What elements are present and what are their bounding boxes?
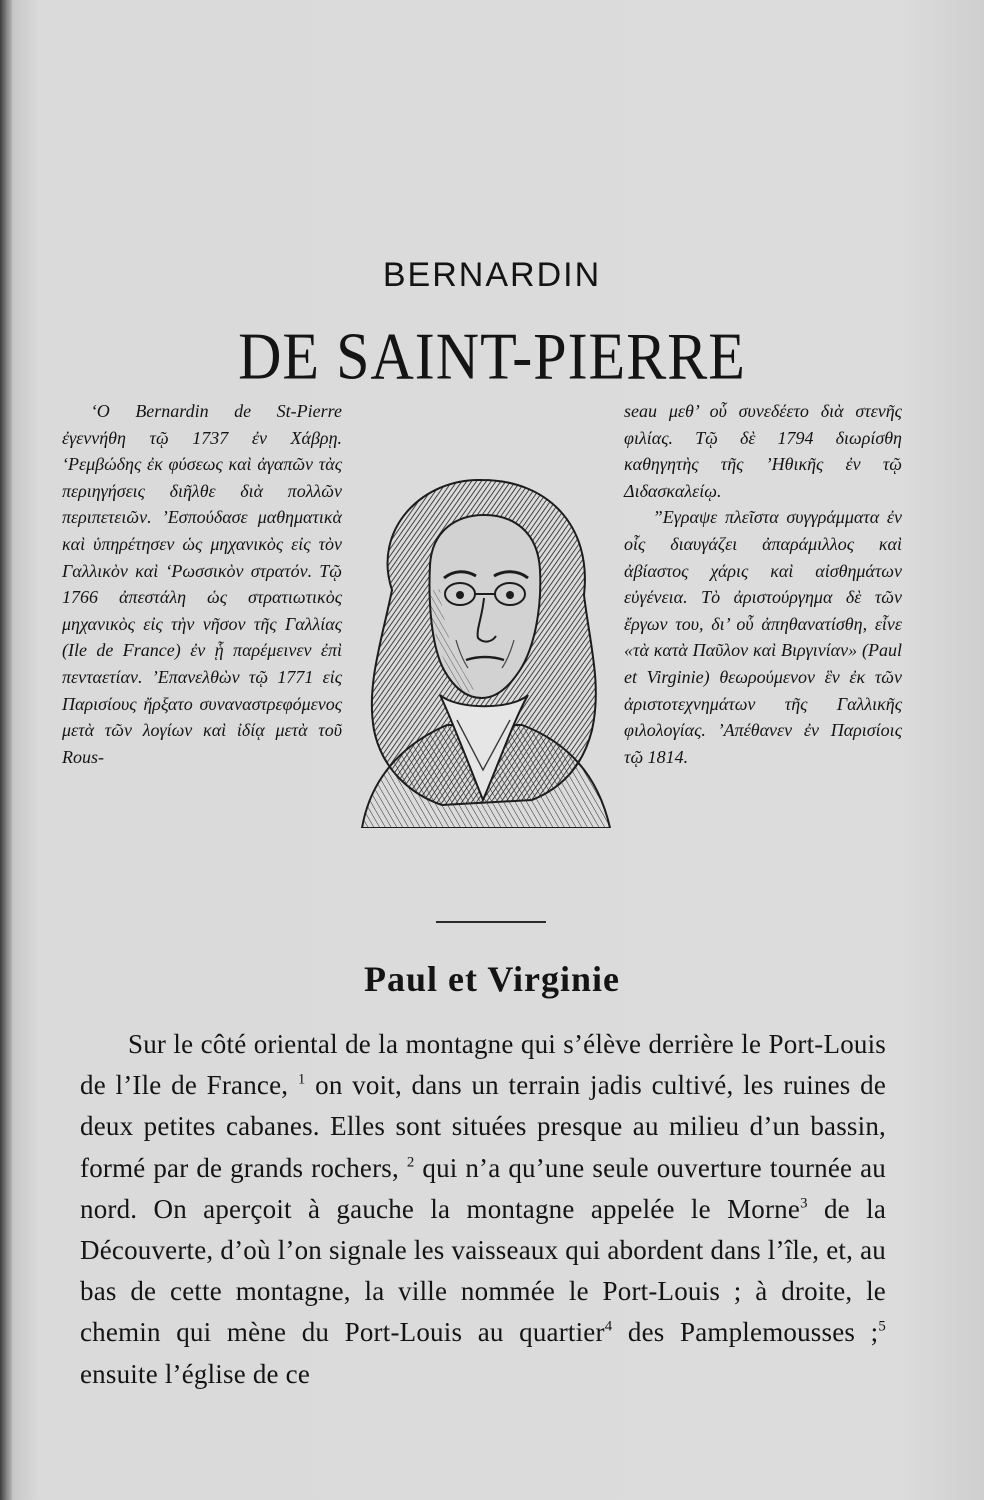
biography-paragraph: ”Εγραψε πλεῖστα συγγράμματα ἐν οἷς διαυγάζει ἀπαράμιλλος καὶ ἀβίαστος χάρις καὶ αἰσθημάτων εὐγένεια. Τὸ ἀριστούργημα δὲ τῶν ἔργων του, δι’ οὗ ἀπηθανατίσθη, εἶνε «τὰ κατὰ Παῦλον καὶ Βιργινίαν» (Paul et Virginie) θεωρούμενον ἓν ἐκ τῶν ἀριστοτεχνημάτων τῆς Γαλλικῆς φιλολογίας. ’Απέθανεν ἐν Παρισίοις τῷ 1814.	[624, 507, 902, 767]
footnote-marker: 1	[297, 1071, 306, 1088]
footnote-marker: 3	[800, 1195, 808, 1212]
footnote-marker: 2	[406, 1154, 415, 1171]
biography-paragraph: seau μεθ’ οὗ συνεδέετο διὰ στενῆς φιλίας. Τῷ δὲ 1794 διωρίσθη καθηγητὴς τῆς ’Ηθικῆς ἐν τῷ Διδασκαλείῳ.	[624, 401, 902, 501]
page-binding-edge	[0, 0, 12, 1500]
story-paragraph	[80, 1024, 886, 1395]
footnote-marker: 4	[604, 1319, 613, 1336]
story-text-run: qui n’a qu’une seule ouverture tournée au nord. On aperçoit à gauche la montagne appelée le Morne	[80, 1152, 887, 1224]
biography-paragraph: ‘O Bernardin de St-Pierre ἐγεννήθη τῷ 1737 ἐν Χάβρῃ. ‘Ρεμβώδης ἐκ φύσεως καὶ ἀγαπῶν τὰς περιηγήσεις διῆλθε διὰ πολλῶν περιπετειῶν. ’Εσπούδασε μαθηματικὰ καὶ ὑπηρέτησεν ὡς μηχανικὸς εἰς τὸν Γαλλικὸν καὶ ‘Ρωσσικὸν στρατόν. Τῷ 1766 ἀπεστάλη ὡς στρατιωτικὸς μηχανικὸς εἰς τὴν νῆσον τῆς Γαλλίας (Ile de France) ἐν ᾗ παρέμεινεν ἐπὶ πενταετίαν. ’Επανελθὼν τῷ 1771 εἰς Παρισίους ἤρξατο συναναστρεφόμενος μετὰ τῶν λογίων καὶ ἰδίᾳ μετὰ τοῦ Rous-	[62, 401, 342, 767]
author-portrait	[352, 470, 614, 828]
story-text-run: de la Découverte, d’où l’on signale les vaisseaux qui abordent dans l’île, et, au bas de cette montagne, la ville nommée le Port-Louis ; à droite, le chemin qui mène du Port-Louis au quartier	[80, 1193, 887, 1348]
section-heading: Paul et Virginie	[364, 959, 620, 999]
story-text-run: des Pamplemousses ;	[612, 1317, 879, 1348]
story-text	[80, 1024, 886, 1395]
author-first-name: BERNARDIN	[382, 256, 602, 294]
biography-left-column	[62, 398, 342, 770]
section-divider	[436, 921, 546, 923]
biography-right-column	[624, 398, 902, 770]
story-text-run: ensuite l’église de ce	[80, 1358, 311, 1389]
story-text-run: Sur le côté oriental de la montagne qui s’élève derrière le Port-Louis de l’Ile de France,	[80, 1029, 886, 1101]
author-title: DE SAINT-PIERRE	[238, 319, 746, 394]
footnote-marker: 5	[878, 1319, 886, 1336]
story-text-run: on voit, dans un terrain jadis cultivé, les ruines de deux petites cabanes. Elles sont situées presque au milieu d’un bassin, formé par de grands rochers,	[80, 1070, 886, 1183]
